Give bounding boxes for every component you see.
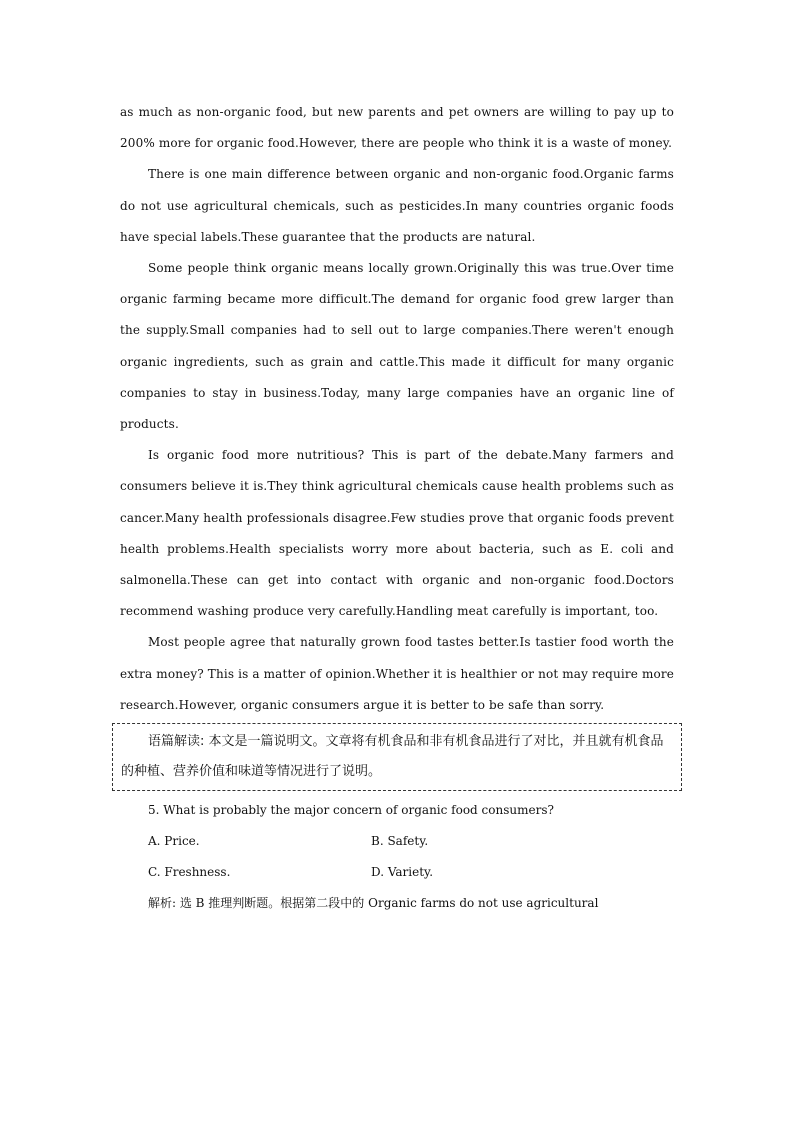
option-d: D. Variety. <box>371 865 434 880</box>
answer-analysis: 解析: 选 B 推理判断题。根据第二段中的 Organic farms do not use agricultural <box>148 896 599 911</box>
passage-paragraph-1: as much as non-organic food, but new parents and pet owners are willing to pay up to 200% more for organic food.However, there are people who think it is a waste of money. <box>120 105 674 151</box>
passage-paragraph-3: Some people think organic means locally grown.Originally this was true.Over time organic farming became more difficult.The demand for organic food grew larger than the supply.Small companies had to sell out to large companies.There weren't enough organic ingredients, such as grain and cattle.This made it difficult for many organic companies to stay in business.Today, many large companies have an organic line of products. <box>120 261 674 432</box>
passage-paragraph-4: Is organic food more nutritious? This is part of the debate.Many farmers and consumers believe it is.They think agricultural chemicals cause health problems such as cancer.Many health professionals disagree.Few studies prove that organic foods prevent health problems.Health specialists worry more about bacteria, such as E. coli and salmonella.These can get into contact with organic and non-organic food.Doctors recommend washing produce very carefully.Handling meat carefully is important, too. <box>120 448 674 619</box>
answer-options <box>120 826 674 888</box>
passage-paragraph-2: There is one main difference between organic and non-organic food.Organic farms do not use agricultural chemicals, such as pesticides.In many countries organic foods have special labels.These guarantee that the products are natural. <box>120 167 674 244</box>
passage-paragraph-5: Most people agree that naturally grown food tastes better.Is tastier food worth the extra money? This is a matter of opinion.Whether it is healthier or not may require more research.However, organic consumers argue it is better to be safe than sorry. <box>120 635 674 712</box>
document-content <box>120 97 674 919</box>
passage-interpretation-text: 语篇解读: 本文是一篇说明文。文章将有机食品和非有机食品进行了对比，并且就有机食品的种植、营养价值和味道等情况进行了说明。 <box>121 734 664 780</box>
option-a: A. Price. <box>148 834 200 849</box>
question-stem: 5. What is probably the major concern of organic food consumers? <box>148 803 554 818</box>
option-c: C. Freshness. <box>148 865 231 880</box>
option-b: B. Safety. <box>371 834 429 849</box>
passage-interpretation-box <box>112 723 682 791</box>
